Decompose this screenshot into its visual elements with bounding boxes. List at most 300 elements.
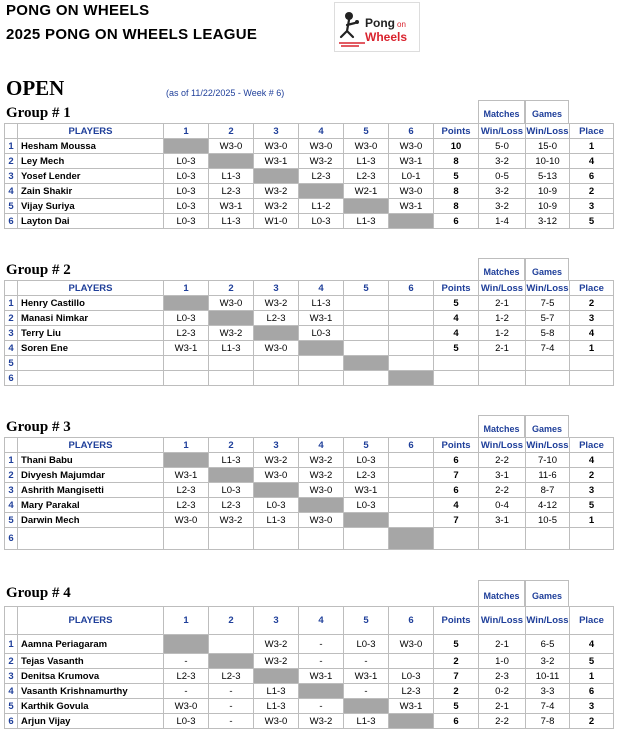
table-row (5, 669, 614, 684)
player-name (18, 371, 164, 386)
match-result: L0-3 (344, 498, 389, 513)
player-name: Layton Dai (18, 214, 164, 229)
opponent-header: 4 (299, 607, 344, 635)
table-row (5, 326, 614, 341)
match-result: L2-3 (389, 684, 434, 699)
table-row (5, 483, 614, 498)
players-header: PLAYERS (18, 281, 164, 296)
match-result: W3-0 (209, 296, 254, 311)
match-result: W3-2 (299, 468, 344, 483)
match-result: W3-0 (344, 139, 389, 154)
matches-winloss-header: Win/Loss (479, 438, 526, 453)
matches-cell (479, 528, 526, 550)
match-result: L2-3 (164, 326, 209, 341)
games-winloss-header: Win/Loss (526, 439, 569, 451)
points-cell: 2 (434, 684, 479, 699)
games-cell: 3-3 (526, 684, 570, 699)
matches-header: Matches (478, 415, 525, 437)
group-standings-table (4, 437, 614, 550)
player-name: Zain Shakir (18, 184, 164, 199)
matches-cell: 5-0 (479, 139, 526, 154)
match-result: L2-3 (164, 483, 209, 498)
opponent-header: 3 (254, 607, 299, 635)
match-result: L1-3 (299, 296, 344, 311)
header-blank (5, 438, 18, 453)
player-name: Thani Babu (18, 453, 164, 468)
player-name: Arjun Vijay (18, 714, 164, 729)
place-header: Place (570, 281, 614, 296)
matches-cell: 2-1 (479, 341, 526, 356)
opponent-header: 5 (344, 438, 389, 453)
match-result (389, 453, 434, 468)
header-blank (5, 281, 18, 296)
player-number: 1 (5, 139, 18, 154)
games-header: Games (525, 258, 569, 280)
match-result (164, 139, 209, 154)
opponent-header: 1 (164, 281, 209, 296)
place-header: Place (570, 607, 614, 635)
games-cell: 7-8 (526, 714, 570, 729)
matches-header: Matches (478, 580, 525, 606)
place-cell: 5 (570, 498, 614, 513)
games-cell: 10-9 (526, 199, 570, 214)
opponent-header: 4 (299, 281, 344, 296)
opponent-header: 6 (389, 124, 434, 139)
match-result (344, 356, 389, 371)
match-result (164, 635, 209, 654)
points-cell: 4 (434, 311, 479, 326)
opponent-header: 6 (389, 281, 434, 296)
match-result (389, 528, 434, 550)
matches-cell (479, 356, 526, 371)
match-result (254, 483, 299, 498)
match-result (209, 635, 254, 654)
player-number: 1 (5, 453, 18, 468)
match-result (389, 341, 434, 356)
points-header: Points (434, 607, 479, 635)
match-result: W3-1 (344, 669, 389, 684)
match-result (344, 371, 389, 386)
match-result: L1-3 (344, 154, 389, 169)
points-cell: 5 (434, 296, 479, 311)
match-result: L2-3 (209, 669, 254, 684)
matches-cell: 1-4 (479, 214, 526, 229)
place-cell: 6 (570, 169, 614, 184)
match-result: L1-3 (254, 513, 299, 528)
player-number: 3 (5, 169, 18, 184)
matches-header: Matches (478, 258, 525, 280)
match-result: L2-3 (299, 169, 344, 184)
match-result: L1-3 (254, 684, 299, 699)
match-result: L1-3 (209, 169, 254, 184)
match-result: L0-3 (164, 214, 209, 229)
match-result (389, 498, 434, 513)
match-result (299, 184, 344, 199)
player-number: 4 (5, 341, 18, 356)
matches-cell: 2-1 (479, 699, 526, 714)
match-result (389, 214, 434, 229)
games-cell: 7-4 (526, 341, 570, 356)
points-cell: 8 (434, 184, 479, 199)
games-cell: 5-7 (526, 311, 570, 326)
match-result: L0-3 (299, 214, 344, 229)
match-result: - (164, 654, 209, 669)
games-cell: 5-8 (526, 326, 570, 341)
match-result: L0-3 (344, 635, 389, 654)
match-result: L2-3 (209, 184, 254, 199)
player-number: 6 (5, 214, 18, 229)
match-result (389, 296, 434, 311)
match-result: - (209, 699, 254, 714)
match-result (254, 169, 299, 184)
match-result: L0-3 (164, 311, 209, 326)
player-number: 4 (5, 498, 18, 513)
matches-cell: 2-3 (479, 669, 526, 684)
match-result: W3-2 (254, 635, 299, 654)
match-result: L2-3 (164, 669, 209, 684)
player-name: Divyesh Majumdar (18, 468, 164, 483)
match-result: W3-0 (299, 513, 344, 528)
points-cell: 5 (434, 699, 479, 714)
matches-cell: 3-1 (479, 468, 526, 483)
match-result (344, 528, 389, 550)
matches-cell (479, 371, 526, 386)
opponent-header: 3 (254, 438, 299, 453)
match-result: W3-2 (254, 654, 299, 669)
match-result: W3-2 (254, 296, 299, 311)
games-header: Games (525, 580, 569, 606)
svg-text:on: on (397, 20, 406, 29)
matches-cell: 3-1 (479, 513, 526, 528)
table-row (5, 513, 614, 528)
player-number: 5 (5, 513, 18, 528)
match-result (254, 371, 299, 386)
match-result (209, 311, 254, 326)
games-cell: 3-2 (526, 654, 570, 669)
games-winloss-header: Win/Loss (526, 282, 569, 294)
table-row (5, 214, 614, 229)
svg-text:Pong: Pong (365, 16, 395, 30)
player-name: Mary Parakal (18, 498, 164, 513)
match-result: W3-0 (299, 483, 344, 498)
match-result: L1-3 (254, 699, 299, 714)
place-cell: 3 (570, 199, 614, 214)
table-row (5, 184, 614, 199)
table-row (5, 199, 614, 214)
table-row (5, 311, 614, 326)
place-cell: 5 (570, 214, 614, 229)
group-standings-table (4, 280, 614, 386)
match-result: - (209, 684, 254, 699)
place-header: Place (570, 438, 614, 453)
match-result (389, 371, 434, 386)
player-name: Aamna Periagaram (18, 635, 164, 654)
match-result (209, 356, 254, 371)
table-row (5, 169, 614, 184)
place-cell: 2 (570, 296, 614, 311)
place-cell: 3 (570, 483, 614, 498)
match-result (389, 513, 434, 528)
games-cell: 10-5 (526, 513, 570, 528)
points-header: Points (434, 281, 479, 296)
match-result: L1-3 (209, 214, 254, 229)
games-cell (526, 371, 570, 386)
player-number: 2 (5, 654, 18, 669)
games-cell: 3-12 (526, 214, 570, 229)
place-cell: 6 (570, 684, 614, 699)
match-result: W3-1 (254, 154, 299, 169)
match-result: W3-0 (254, 714, 299, 729)
match-result (389, 483, 434, 498)
match-result (299, 356, 344, 371)
player-name: Yosef Lender (18, 169, 164, 184)
match-result: L1-3 (209, 341, 254, 356)
points-cell: 5 (434, 635, 479, 654)
pong-on-wheels-logo (334, 2, 420, 52)
match-result (344, 296, 389, 311)
players-header: PLAYERS (18, 124, 164, 139)
matches-cell: 2-2 (479, 483, 526, 498)
player-name: Soren Ene (18, 341, 164, 356)
place-cell: 3 (570, 699, 614, 714)
games-cell: 7-5 (526, 296, 570, 311)
match-result (254, 669, 299, 684)
points-cell: 2 (434, 654, 479, 669)
match-result: L2-3 (164, 498, 209, 513)
place-cell: 4 (570, 326, 614, 341)
player-name: Manasi Nimkar (18, 311, 164, 326)
match-result (389, 654, 434, 669)
matches-cell: 3-2 (479, 154, 526, 169)
place-cell (570, 371, 614, 386)
match-result: W3-0 (254, 341, 299, 356)
place-cell: 4 (570, 453, 614, 468)
match-result: L0-1 (389, 169, 434, 184)
table-row (5, 371, 614, 386)
player-number: 3 (5, 483, 18, 498)
player-name: Ashrith Mangisetti (18, 483, 164, 498)
match-result: - (299, 654, 344, 669)
table-row (5, 356, 614, 371)
games-header: Games (525, 100, 569, 123)
match-result (299, 684, 344, 699)
match-result (299, 528, 344, 550)
points-cell: 4 (434, 326, 479, 341)
matches-cell: 0-2 (479, 684, 526, 699)
points-header: Points (434, 438, 479, 453)
player-name: Terry Liu (18, 326, 164, 341)
league-org-title: PONG ON WHEELS (6, 2, 150, 19)
match-result: L2-3 (344, 169, 389, 184)
match-result (209, 528, 254, 550)
games-cell (526, 528, 570, 550)
match-result (254, 326, 299, 341)
player-number: 5 (5, 356, 18, 371)
match-result (389, 714, 434, 729)
match-result: L0-3 (164, 154, 209, 169)
match-result: L0-3 (299, 326, 344, 341)
match-result: W3-1 (164, 341, 209, 356)
match-result: L2-3 (254, 311, 299, 326)
opponent-header: 5 (344, 281, 389, 296)
games-cell: 7-10 (526, 453, 570, 468)
games-cell: 10-11 (526, 669, 570, 684)
match-result: L0-3 (164, 169, 209, 184)
match-result: W2-1 (344, 184, 389, 199)
player-number: 4 (5, 684, 18, 699)
matches-cell: 2-1 (479, 635, 526, 654)
points-cell: 6 (434, 483, 479, 498)
match-result (164, 296, 209, 311)
player-number: 3 (5, 669, 18, 684)
match-result (344, 199, 389, 214)
match-result (389, 326, 434, 341)
games-cell: 10-10 (526, 154, 570, 169)
matches-cell: 0-4 (479, 498, 526, 513)
matches-cell: 0-5 (479, 169, 526, 184)
player-number: 5 (5, 199, 18, 214)
table-row (5, 453, 614, 468)
place-cell: 2 (570, 468, 614, 483)
points-cell (434, 371, 479, 386)
match-result: L1-3 (344, 714, 389, 729)
match-result: W3-0 (164, 513, 209, 528)
match-result: W3-0 (254, 468, 299, 483)
opponent-header: 3 (254, 281, 299, 296)
match-result: L0-3 (209, 483, 254, 498)
place-cell: 2 (570, 714, 614, 729)
group-title: Group # 1 (6, 105, 71, 121)
player-number: 6 (5, 714, 18, 729)
match-result: W3-2 (254, 453, 299, 468)
player-number: 5 (5, 699, 18, 714)
player-name: Ley Mech (18, 154, 164, 169)
match-result: W3-2 (299, 453, 344, 468)
group-title: Group # 3 (6, 419, 71, 435)
match-result: - (299, 699, 344, 714)
match-result: L1-3 (344, 214, 389, 229)
games-cell (526, 356, 570, 371)
opponent-header: 1 (164, 438, 209, 453)
points-cell: 6 (434, 453, 479, 468)
matches-cell: 1-2 (479, 326, 526, 341)
player-name: Tejas Vasanth (18, 654, 164, 669)
games-header: Games (525, 415, 569, 437)
match-result: W3-2 (299, 154, 344, 169)
games-cell: 8-7 (526, 483, 570, 498)
place-cell: 2 (570, 184, 614, 199)
opponent-header: 2 (209, 607, 254, 635)
opponent-header: 6 (389, 438, 434, 453)
matches-cell: 2-2 (479, 714, 526, 729)
match-result: W3-0 (299, 139, 344, 154)
table-row (5, 635, 614, 654)
table-row (5, 498, 614, 513)
match-result (299, 341, 344, 356)
match-result (164, 356, 209, 371)
player-name: Henry Castillo (18, 296, 164, 311)
match-result: - (344, 684, 389, 699)
match-result (344, 341, 389, 356)
svg-text:Wheels: Wheels (365, 30, 408, 44)
opponent-header: 1 (164, 607, 209, 635)
player-number: 2 (5, 468, 18, 483)
matches-winloss-header: Win/Loss (479, 607, 526, 635)
match-result: W3-1 (389, 199, 434, 214)
match-result: L0-3 (164, 184, 209, 199)
table-row (5, 296, 614, 311)
match-result: W3-2 (209, 326, 254, 341)
table-row (5, 654, 614, 669)
match-result (299, 498, 344, 513)
games-cell: 11-6 (526, 468, 570, 483)
match-result: L0-3 (164, 714, 209, 729)
table-row (5, 699, 614, 714)
match-result: W1-0 (254, 214, 299, 229)
match-result (164, 528, 209, 550)
place-cell (570, 528, 614, 550)
points-cell: 7 (434, 468, 479, 483)
match-result: - (209, 714, 254, 729)
matches-cell: 3-2 (479, 184, 526, 199)
player-number: 2 (5, 311, 18, 326)
as-of-date: (as of 11/22/2025 - Week # 6) (166, 88, 285, 98)
match-result (344, 326, 389, 341)
points-cell: 6 (434, 214, 479, 229)
match-result (209, 468, 254, 483)
place-cell: 5 (570, 654, 614, 669)
place-cell: 1 (570, 139, 614, 154)
opponent-header: 4 (299, 124, 344, 139)
match-result (164, 371, 209, 386)
place-cell: 3 (570, 311, 614, 326)
points-cell: 5 (434, 169, 479, 184)
player-name: Darwin Mech (18, 513, 164, 528)
match-result: L0-3 (389, 669, 434, 684)
match-result: W3-2 (254, 199, 299, 214)
matches-winloss-header: Win/Loss (479, 281, 526, 296)
points-cell: 7 (434, 513, 479, 528)
division-title: OPEN (6, 76, 65, 100)
match-result: L0-3 (254, 498, 299, 513)
group-title: Group # 4 (6, 585, 71, 601)
match-result: W3-1 (299, 311, 344, 326)
opponent-header: 6 (389, 607, 434, 635)
table-row (5, 154, 614, 169)
match-result: L2-3 (344, 468, 389, 483)
player-name: Vijay Suriya (18, 199, 164, 214)
points-cell (434, 356, 479, 371)
points-cell (434, 528, 479, 550)
table-row (5, 139, 614, 154)
matches-cell: 2-2 (479, 453, 526, 468)
matches-cell: 1-0 (479, 654, 526, 669)
matches-cell: 2-1 (479, 296, 526, 311)
matches-cell: 1-2 (479, 311, 526, 326)
player-number: 6 (5, 528, 18, 550)
match-result: W3-0 (254, 139, 299, 154)
points-cell: 6 (434, 714, 479, 729)
player-number: 1 (5, 635, 18, 654)
matches-cell: 3-2 (479, 199, 526, 214)
header-blank (5, 607, 18, 635)
match-result: W3-0 (389, 635, 434, 654)
match-result: W3-1 (344, 483, 389, 498)
games-cell: 15-0 (526, 139, 570, 154)
match-result (254, 356, 299, 371)
player-number: 4 (5, 184, 18, 199)
player-number: 1 (5, 296, 18, 311)
